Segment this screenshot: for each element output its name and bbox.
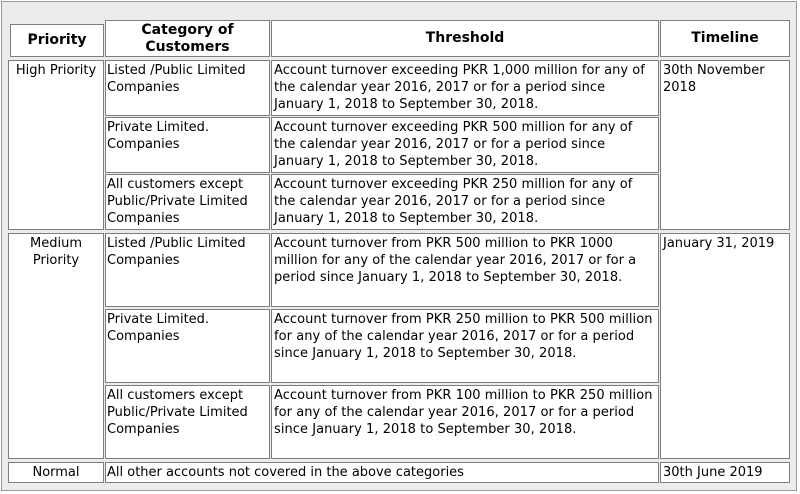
category-cell: Private Limited. Companies [105, 309, 270, 383]
threshold-cell: Account turnover exceeding PKR 250 million for any of the calendar year 2016, 2017 or for a period since January 1, 2018 to September 30, 2018. [271, 174, 659, 230]
threshold-cell: Account turnover from PKR 250 million to PKR 500 million for any of the calendar year 2016, 2017 or for a period since January 1, 2018 to September 30, 2018. [271, 309, 659, 383]
header-priority: Priority [10, 24, 104, 57]
timeline-medium: January 31, 2019 [660, 233, 790, 459]
header-timeline: Timeline [660, 20, 790, 57]
priority-high: High Priority [8, 60, 104, 230]
category-cell: Listed /Public Limited Companies [105, 233, 270, 307]
threshold-cell: Account turnover from PKR 100 million to PKR 250 million for any of the calendar year 2016, 2017 or for a period since January 1, 2018 to September 30, 2018. [271, 385, 659, 459]
header-threshold: Threshold [271, 20, 659, 57]
timeline-normal: 30th June 2019 [660, 462, 790, 483]
threshold-cell: Account turnover exceeding PKR 500 million for any of the calendar year 2016, 2017 or for a period since January 1, 2018 to September 30, 2018. [271, 117, 659, 173]
category-cell: Private Limited. Companies [105, 117, 270, 173]
threshold-cell: Account turnover exceeding PKR 1,000 million for any of the calendar year 2016, 2017 or for a period since January 1, 2018 to September 30, 2018. [271, 60, 659, 116]
priority-table [1, 1, 797, 491]
category-cell-normal: All other accounts not covered in the above categories [105, 462, 659, 483]
priority-normal: Normal [8, 462, 104, 483]
category-cell: Listed /Public Limited Companies [105, 60, 270, 116]
priority-medium: Medium Priority [8, 233, 104, 459]
timeline-high: 30th November 2018 [660, 60, 790, 230]
category-cell: All customers except Public/Private Limited Companies [105, 174, 270, 230]
category-cell: All customers except Public/Private Limited Companies [105, 385, 270, 459]
threshold-cell: Account turnover from PKR 500 million to PKR 1000 million for any of the calendar year 2016, 2017 or for a period since January 1, 2018 to September 30, 2018. [271, 233, 659, 307]
header-category: Category of Customers [105, 20, 270, 57]
